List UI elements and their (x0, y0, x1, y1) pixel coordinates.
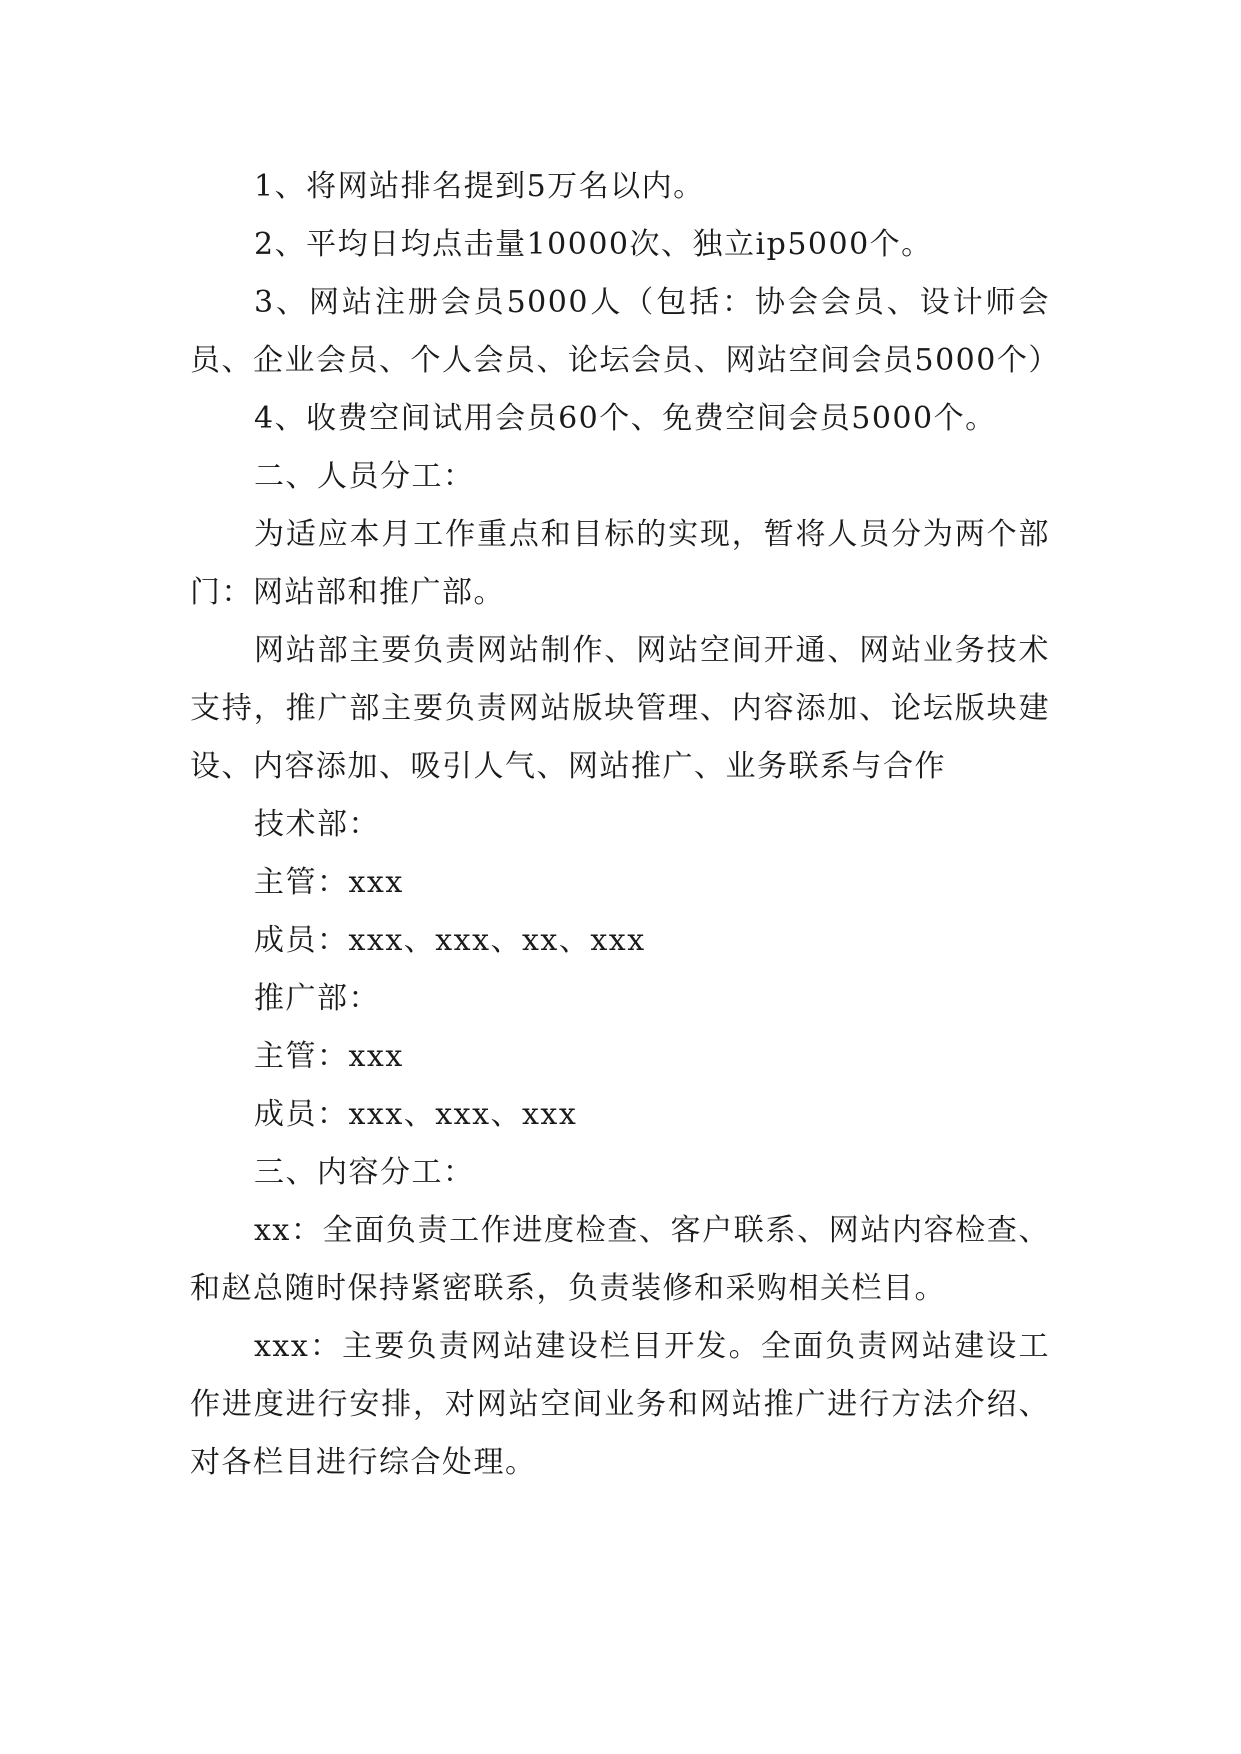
section-heading-staffing: 二、人员分工： (254, 459, 475, 494)
document-body (190, 158, 1060, 1492)
goal-item-4: 4、收费空间试用会员60个、免费空间会员5000个。 (254, 401, 997, 436)
department-responsibilities: 网站部主要负责网站制作、网站空间开通、网站业务技术支持，推广部主要负责网站版块管理、内容添加、论坛版块建设、内容添加、吸引人气、网站推广、业务联系与合作 (190, 633, 1050, 784)
goal-item-2: 2、平均日均点击量10000次、独立ip5000个。 (254, 227, 933, 262)
promo-department-heading: 推广部： (254, 981, 380, 1016)
section-heading-content: 三、内容分工： (254, 1155, 475, 1190)
tech-department-members: 成员：xxx、xxx、xx、xxx (254, 923, 646, 958)
promo-department-manager: 主管：xxx (254, 1039, 404, 1074)
content-assignment-1: xx：全面负责工作进度检查、客户联系、网站内容检查、和赵总随时保持紧密联系，负责装修和采购相关栏目。 (190, 1213, 1050, 1306)
tech-department-heading: 技术部： (254, 807, 380, 842)
staffing-intro: 为适应本月工作重点和目标的实现，暂将人员分为两个部门：网站部和推广部。 (190, 517, 1050, 610)
goal-item-3: 3、网站注册会员5000人（包括：协会会员、设计师会员、企业会员、个人会员、论坛会员、网站空间会员5000个） (190, 285, 1060, 378)
goal-item-1: 1、将网站排名提到5万名以内。 (254, 169, 705, 204)
promo-department-members: 成员：xxx、xxx、xxx (254, 1097, 578, 1132)
content-assignment-2: xxx：主要负责网站建设栏目开发。全面负责网站建设工作进度进行安排，对网站空间业务和网站推广进行方法介绍、对各栏目进行综合处理。 (190, 1329, 1050, 1480)
tech-department-manager: 主管：xxx (254, 865, 404, 900)
